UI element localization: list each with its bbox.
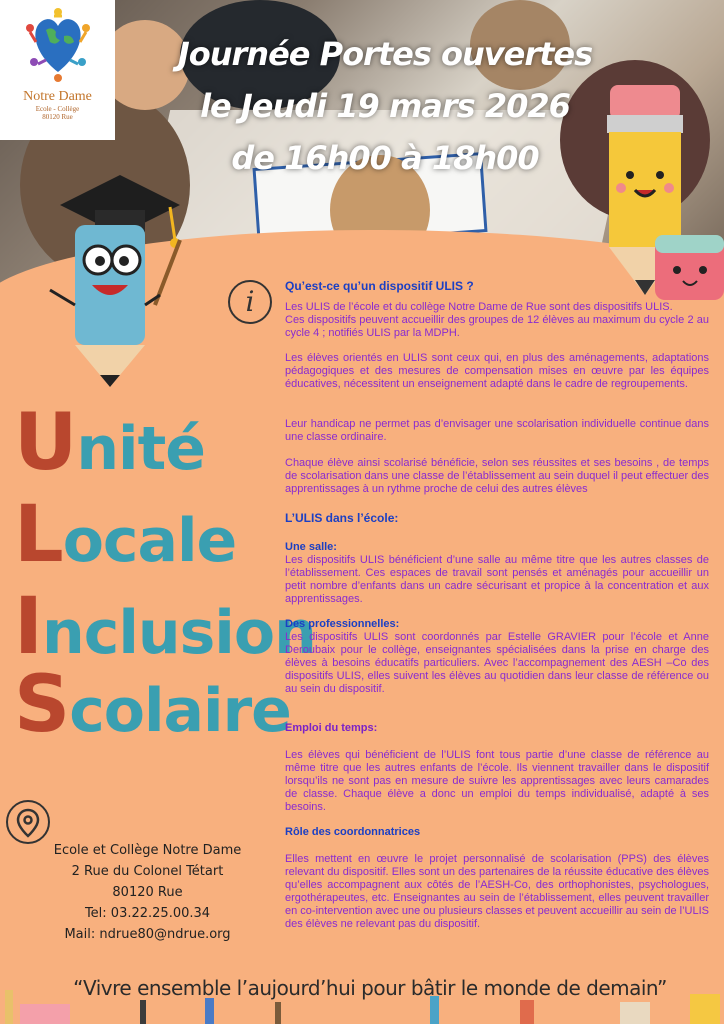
- salle-text: Les dispositifs ULIS bénéficient d’une salle au même titre que les autres classes de l’établissement. Ces espaces de travail sont pensés et aménagés pour accueillir un petit nombre d’enfants dans un cadre sécurisant et propice à la concentration et aux apprentissages.: [285, 554, 709, 605]
- heading-emploi-du-temps: Emploi du temps:: [285, 722, 378, 734]
- headline-line3: de 16h00 à 18h00: [231, 139, 539, 177]
- title-word-inclusion: Inclusion: [14, 582, 316, 672]
- logo-subtitle: Ecole - Collège: [35, 105, 80, 113]
- title-word-locale: Locale: [14, 490, 237, 580]
- logo-name: Notre Dame: [23, 89, 92, 104]
- heading-une-salle: Une salle:: [285, 541, 337, 553]
- title-word-scolaire: Scolaire: [14, 660, 291, 750]
- school-logo: [0, 0, 115, 140]
- info-icon: i: [228, 280, 272, 324]
- title-word-unite: Unité: [14, 398, 205, 488]
- paragraph-5: Chaque élève ainsi scolarisé bénéficie, selon ses réussites et ses besoins , de temps de scolarisation dans une classe de l’établissement au sein duquel il peut effectuer des apprentissages à un rythme proche de celui des autres élèves: [285, 457, 709, 495]
- paragraph-1: Les ULIS de l’école et du collège Notre Dame de Rue sont des dispositifs ULIS.: [285, 301, 673, 313]
- headline-line1: Journée Portes ouvertes: [177, 35, 593, 73]
- address-school-name: Ecole et Collège Notre Dame: [53, 843, 242, 858]
- emploi-text: Les élèves qui bénéficient de l’ULIS font tous partie d’une classe de référence au même titre que les autres enfants de l’école. Ils viennent travailler dans le dispositif lorsqu’ils ne sont pas en mesure de suivre les apprentissages avec leurs camarades de classe. Chaque élève a donc un emploi du temps individualisé, adapté à ses besoins.: [285, 749, 709, 813]
- globe-logo-icon: [18, 6, 98, 84]
- school-address: [40, 840, 255, 945]
- motto-quote: “Vivre ensemble l’aujourd’hui pour bâtir le monde de demain”: [73, 976, 667, 1000]
- address-email[interactable]: Mail: ndrue80@ndrue.org: [64, 927, 231, 942]
- headline-line2: le Jeudi 19 mars 2026: [200, 87, 570, 125]
- address-city: 80120 Rue: [112, 885, 183, 900]
- paragraph-2: Ces dispositifs peuvent accueillir des groupes de 12 élèves au maximum du cycle 2 au cycle 4 ; notifiés ULIS par la MDPH.: [285, 314, 709, 339]
- paragraph-3: Les élèves orientés en ULIS sont ceux qui, en plus des aménagements, adaptations pédagogiques et des mesures de compensation mises en œuvre par les équipes éducatives, nécessitent un enseignement adapté dans le cadre de regroupements.: [285, 352, 709, 390]
- pencil-mascot-graduate-icon: [30, 165, 210, 390]
- heading-role-coordonnatrices: Rôle des coordonnatrices: [285, 826, 421, 838]
- heading-professionnelles: Des professionnelles:: [285, 618, 400, 630]
- ulis-description: [285, 280, 709, 931]
- logo-postcode: 80120 Rue: [42, 113, 73, 121]
- paragraph-4: Leur handicap ne permet pas d’envisager une scolarisation individuelle continue dans une classe ordinaire.: [285, 418, 709, 443]
- heading-ulis-ecole: L’ULIS dans l’école:: [285, 511, 399, 525]
- address-street: 2 Rue du Colonel Tétart: [71, 864, 224, 879]
- location-pin-icon: [6, 800, 50, 844]
- role-text: Elles mettent en œuvre le projet personnalisé de scolarisation (PPS) des élèves relevant du dispositif. Elles sont un des partenaires de la réussite éducative des élèves qu’elles accompagnent aux côtés de l’AESH-Co, des orthophonistes, psychologues, ergothérapeutes, etc. Enseignantes au sein de l’établissement, elles peuvent travailler en co-intervention avec une ou plusieurs classes et peuvent accueillir au sein de l’ULIS des élèves ne relevant pas du dispositif.: [285, 853, 709, 930]
- event-headline: [150, 28, 620, 184]
- address-phone: Tel: 03.22.25.00.34: [84, 906, 211, 921]
- heading-what-is-ulis: Qu’est-ce qu’un dispositif ULIS ?: [285, 279, 474, 293]
- pros-text: Les dispositifs ULIS sont coordonnés par Estelle GRAVIER pour l’école et Anne Deroubaix pour le collège, enseignantes spécialisées dans la prise en charge des élèves à besoins éducatifs particuliers. Avec l’accompagnement des AESH –Co des dispositifs ULIS, elles suivent les élèves au quotidien dans leur classe de référence ou au sein du dispositif.: [285, 631, 709, 695]
